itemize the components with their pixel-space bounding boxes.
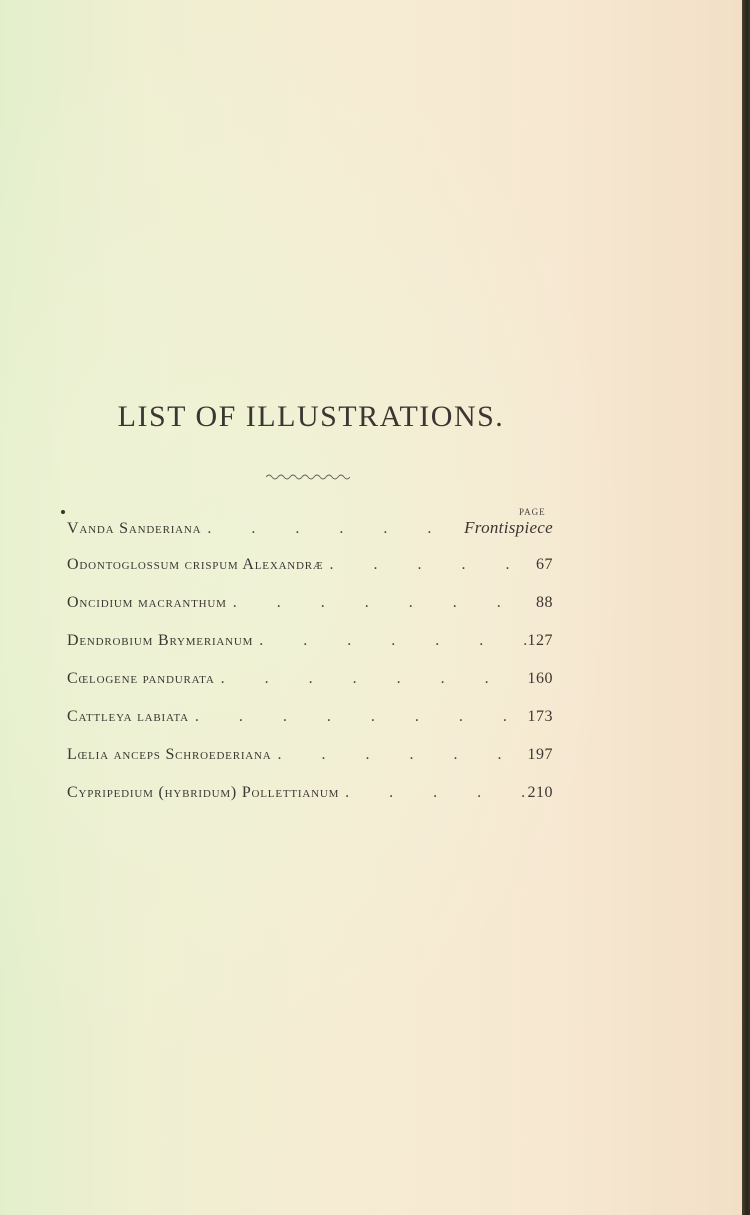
dot-leader <box>227 594 536 612</box>
entry-title: Cypripedium (hybridum) Pollettianum <box>67 784 340 801</box>
page-title: LIST OF ILLUSTRATIONS. <box>117 400 505 433</box>
dot-leader <box>201 520 464 538</box>
entry-title: Oncidium macranthum <box>67 594 227 611</box>
list-item <box>67 594 553 620</box>
list-item <box>67 708 553 734</box>
wave-ornament-icon <box>266 472 350 482</box>
dot-leader <box>339 784 527 802</box>
entry-page: 67 <box>536 556 553 573</box>
list-item <box>67 556 553 582</box>
dot-leader <box>253 632 527 650</box>
entry-page: 173 <box>527 708 553 725</box>
entry-page: 197 <box>527 746 553 763</box>
list-item <box>67 746 553 772</box>
list-item <box>67 518 553 544</box>
entry-page: 210 <box>527 784 553 801</box>
entry-title: Cattleya labiata <box>67 708 189 725</box>
page-edge <box>742 0 750 1215</box>
dot-leader <box>189 708 528 726</box>
entry-title: Dendrobium Brymerianum <box>67 632 254 649</box>
list-item <box>67 632 553 658</box>
entry-page: Frontispiece <box>464 518 553 537</box>
entry-page: 88 <box>536 594 553 611</box>
bullet-mark <box>61 510 65 514</box>
list-item <box>67 670 553 696</box>
entry-title: Cœlogene pandurata <box>67 670 215 687</box>
dot-leader <box>272 746 528 764</box>
entry-title: Odontoglossum crispum Alexandræ <box>67 556 324 573</box>
page-column-header: PAGE <box>519 507 546 517</box>
dot-leader <box>324 556 536 574</box>
entry-page: 127 <box>527 632 553 649</box>
entry-title: Lœlia anceps Schroederiana <box>67 746 272 763</box>
dot-leader <box>215 670 528 688</box>
entry-page: 160 <box>527 670 553 687</box>
entry-title: Vanda Sanderiana <box>67 520 202 537</box>
list-item <box>67 784 553 810</box>
